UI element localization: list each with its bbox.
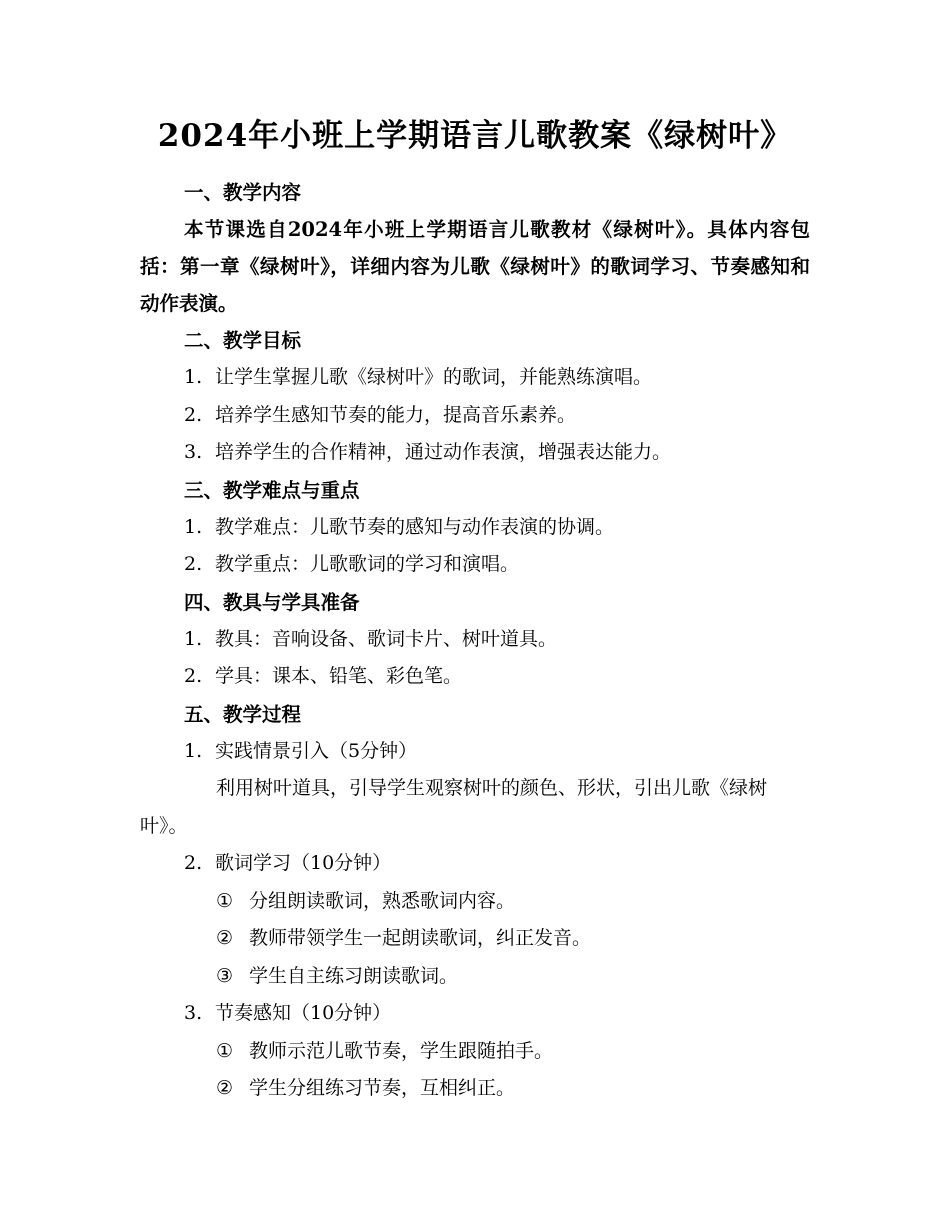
sub-marker: ② — [216, 1077, 234, 1099]
sub-text: 教师带领学生一起朗读歌词，纠正发音。 — [249, 927, 592, 949]
sub-text: 分组朗读歌词，熟悉歌词内容。 — [249, 889, 516, 912]
item-text: 教学重点：儿歌歌词的学习和演唱。 — [215, 553, 520, 575]
sub-marker: ① — [216, 889, 234, 912]
item-number: 2. — [184, 665, 203, 687]
sub-text: 教师示范儿歌节奏，学生跟随拍手。 — [249, 1039, 554, 1062]
list-item — [184, 621, 810, 659]
sub-item — [216, 958, 810, 996]
step-title: 节奏感知（10分钟） — [215, 1002, 392, 1024]
sub-marker: ① — [216, 1039, 234, 1062]
section-heading-teaching-content: 一、教学内容 — [184, 181, 302, 204]
list-item — [184, 546, 810, 584]
item-number: 1. — [184, 366, 203, 388]
process-step — [184, 845, 810, 883]
item-text: 培养学生的合作精神，通过动作表演，增强表达能力。 — [215, 441, 672, 463]
step-description: 利用树叶道具，引导学生观察树叶的颜色、形状，引出儿歌《绿树叶》。 — [140, 777, 768, 837]
document-title: 2024年小班上学期语言儿歌教案《绿树叶》 — [157, 118, 793, 154]
item-number: 1. — [184, 627, 203, 650]
sub-text: 学生自主练习朗读歌词。 — [249, 964, 459, 987]
list-item — [184, 359, 810, 397]
item-number: 2. — [184, 553, 203, 575]
item-text: 学具：课本、铅笔、彩色笔。 — [215, 665, 463, 687]
process-step — [184, 733, 810, 771]
item-text: 教具：音响设备、歌词卡片、树叶道具。 — [215, 627, 558, 650]
item-number: 2. — [184, 403, 203, 426]
step-number: 2. — [184, 852, 203, 874]
sub-marker: ② — [216, 927, 234, 949]
list-item — [184, 658, 810, 696]
step-title: 歌词学习（10分钟） — [215, 852, 392, 874]
section-heading-teaching-goals: 二、教学目标 — [184, 329, 302, 352]
section-heading-process: 五、教学过程 — [184, 702, 302, 726]
process-step — [184, 995, 810, 1033]
section-heading-materials: 四、教具与学具准备 — [184, 590, 360, 614]
sub-text: 学生分组练习节奏，互相纠正。 — [249, 1077, 516, 1099]
sub-marker: ③ — [216, 964, 234, 987]
item-text: 让学生掌握儿歌《绿树叶》的歌词，并能熟练演唱。 — [215, 366, 653, 388]
step-title: 实践情景引入（5分钟） — [215, 739, 418, 762]
sub-item — [216, 883, 810, 921]
item-text: 培养学生感知节奏的能力，提高音乐素养。 — [215, 403, 577, 426]
item-text: 教学难点：儿歌节奏的感知与动作表演的协调。 — [215, 515, 615, 538]
section-heading-difficulties: 三、教学难点与重点 — [184, 478, 360, 502]
list-item — [184, 397, 810, 435]
sub-item — [216, 920, 810, 958]
list-item — [184, 509, 810, 547]
step-number: 1. — [184, 739, 203, 762]
list-item — [184, 434, 810, 472]
teaching-content-paragraph: 本节课选自2024年小班上学期语言儿歌教材《绿树叶》。具体内容包括：第一章《绿树叶》，详细内容为儿歌《绿树叶》的歌词学习、节奏感知和动作表演。 — [140, 218, 810, 315]
item-number: 3. — [184, 441, 203, 463]
sub-item — [216, 1033, 810, 1071]
item-number: 1. — [184, 515, 203, 538]
sub-item — [216, 1070, 810, 1108]
step-number: 3. — [184, 1002, 203, 1024]
